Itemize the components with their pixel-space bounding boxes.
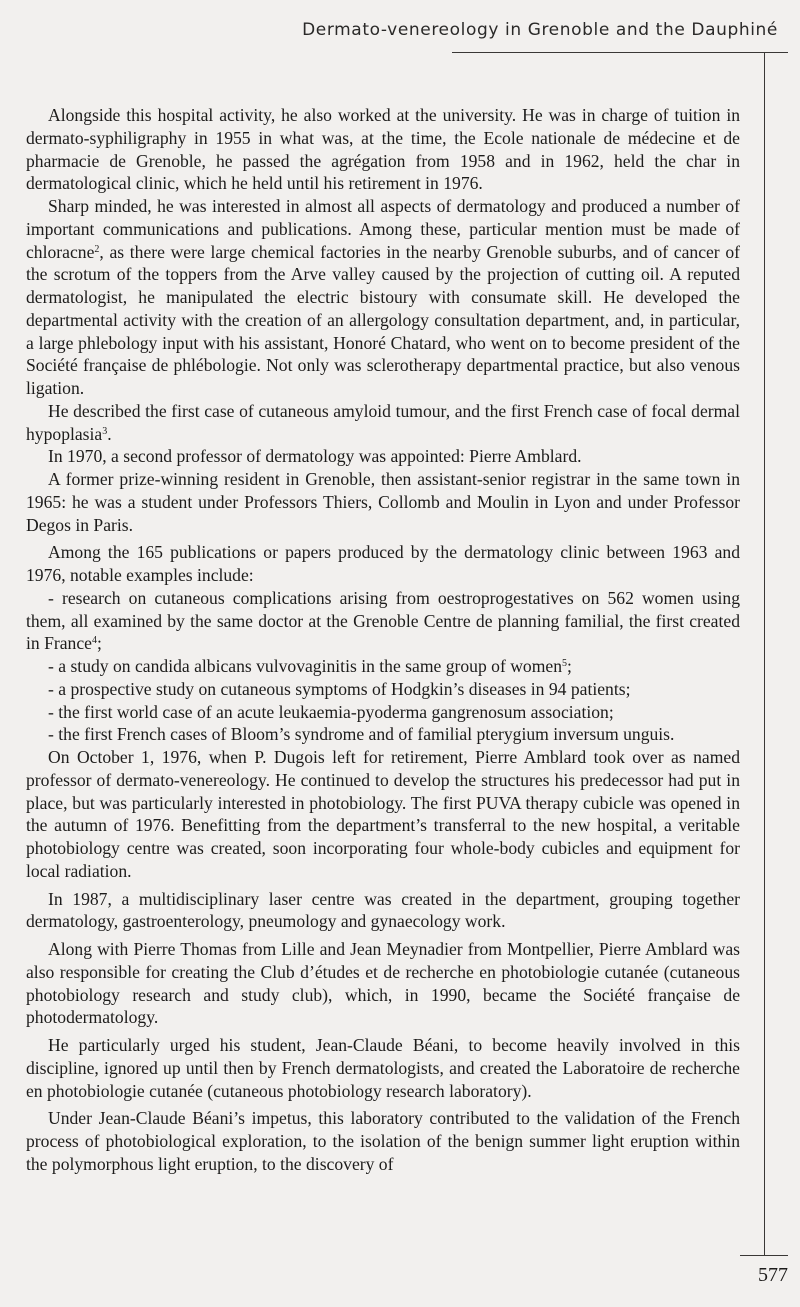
- paragraph: In 1970, a second professor of dermatology was appointed: Pierre Amblard.: [48, 446, 582, 467]
- paragraph: He particularly urged his student, Jean-Claude Béani, to become heavily involved in this discipline, ignored up until then by French dermatologists, and created the Laboratoire de recherche en photobiologie cutanée (cutaneous photobiology research laboratory).: [26, 1035, 740, 1101]
- footnote-ref: 4: [91, 635, 97, 647]
- footnote-ref: 3: [102, 425, 108, 437]
- margin-rule: [764, 52, 765, 1255]
- paragraph: Under Jean-Claude Béani’s impetus, this laboratory contributed to the validation of the French process of photobiological exploration, to the isolation of the benign summer light eruption within the polymorphous light eruption, to the discovery of: [26, 1108, 740, 1174]
- body-text: [26, 104, 740, 1176]
- paragraph: A former prize-winning resident in Grenoble, then assistant-senior registrar in the same town in 1965: he was a student under Professors Thiers, Collomb and Moulin in Lyon and under Professor Degos in Paris.: [26, 469, 740, 535]
- paragraph: Among the 165 publications or papers produced by the dermatology clinic between 1963 and 1976, notable examples include:: [26, 542, 740, 585]
- header-rule: [452, 52, 788, 53]
- list-item: - the first world case of an acute leukaemia-pyoderma gangrenosum association;: [48, 701, 614, 722]
- paragraph: Sharp minded, he was interested in almost all aspects of dermatology and produced a number of important communications and publications. Among these, particular mention must be made of chloracne$^2$, as there were large chemical factories in the nearby Grenoble suburbs, and of cancer of the scrotum of the toppers from the Arve valley caused by the projection of cutting oil. A reputed dermatologist, he manipulated the electric bistoury with consumate skill. He developed the departmental activity with the creation of an allergology consultation department, and, in particular, a large phlebology input with his assistant, Honoré Chatard, who went on to become president of the Société française de phlébologie. Not only was sclerotherapy departmental practice, but also venous ligation.: [26, 196, 740, 398]
- paragraph: Along with Pierre Thomas from Lille and Jean Meynadier from Montpellier, Pierre Amblard was also responsible for creating the Club d’études et de recherche en photobiologie cutanée (cutaneous photobiology research and study club), which, in 1990, became the Société française de photodermatology.: [26, 939, 740, 1028]
- footer-rule: [740, 1255, 788, 1256]
- list-item: - research on cutaneous complications arising from oestroprogestatives on 562 women using them, all examined by the same doctor at the Grenoble Centre de planning familial, the first created in France$^4$;: [26, 587, 740, 654]
- paragraph: On October 1, 1976, when P. Dugois left for retirement, Pierre Amblard took over as named professor of dermato-venereology. He continued to develop the structures his predecessor had put in place, but was particularly interested in photobiology. The first PUVA therapy cubicle was opened in the autumn of 1976. Benefitting from the department’s transferral to the new hospital, a veritable photobiology centre was created, soon incorporating four whole-body cubicles and equipment for local radiation.: [26, 747, 740, 881]
- paragraph: Alongside this hospital activity, he also worked at the university. He was in charge of tuition in dermato-syphiligraphy in 1955 in what was, at the time, the Ecole nationale de médecine et de pharmacie de Grenoble, he passed the agrégation from 1958 and in 1962, held the char in dermatological clinic, which he held until his retirement in 1976.: [26, 105, 740, 194]
- paragraph: He described the first case of cutaneous amyloid tumour, and the first French case of focal dermal hypoplasia$^3$.: [26, 400, 740, 444]
- list-item: - a prospective study on cutaneous symptoms of Hodgkin’s diseases in 94 patients;: [48, 678, 631, 699]
- footnote-ref: 5: [562, 658, 568, 669]
- page-number: 577: [758, 1264, 788, 1286]
- list-item: - a study on candida albicans vulvovaginitis in the same group of women$^5$;: [48, 656, 572, 676]
- list-item: - the first French cases of Bloom’s syndrome and of familial pterygium inversum unguis.: [48, 724, 675, 745]
- running-head: Dermato-venereology in Grenoble and the Dauphiné: [302, 20, 778, 40]
- paragraph: In 1987, a multidisciplinary laser centre was created in the department, grouping together dermatology, gastroenterology, pneumology and gynaecology work.: [26, 888, 740, 932]
- footnote-ref: 2: [94, 243, 100, 255]
